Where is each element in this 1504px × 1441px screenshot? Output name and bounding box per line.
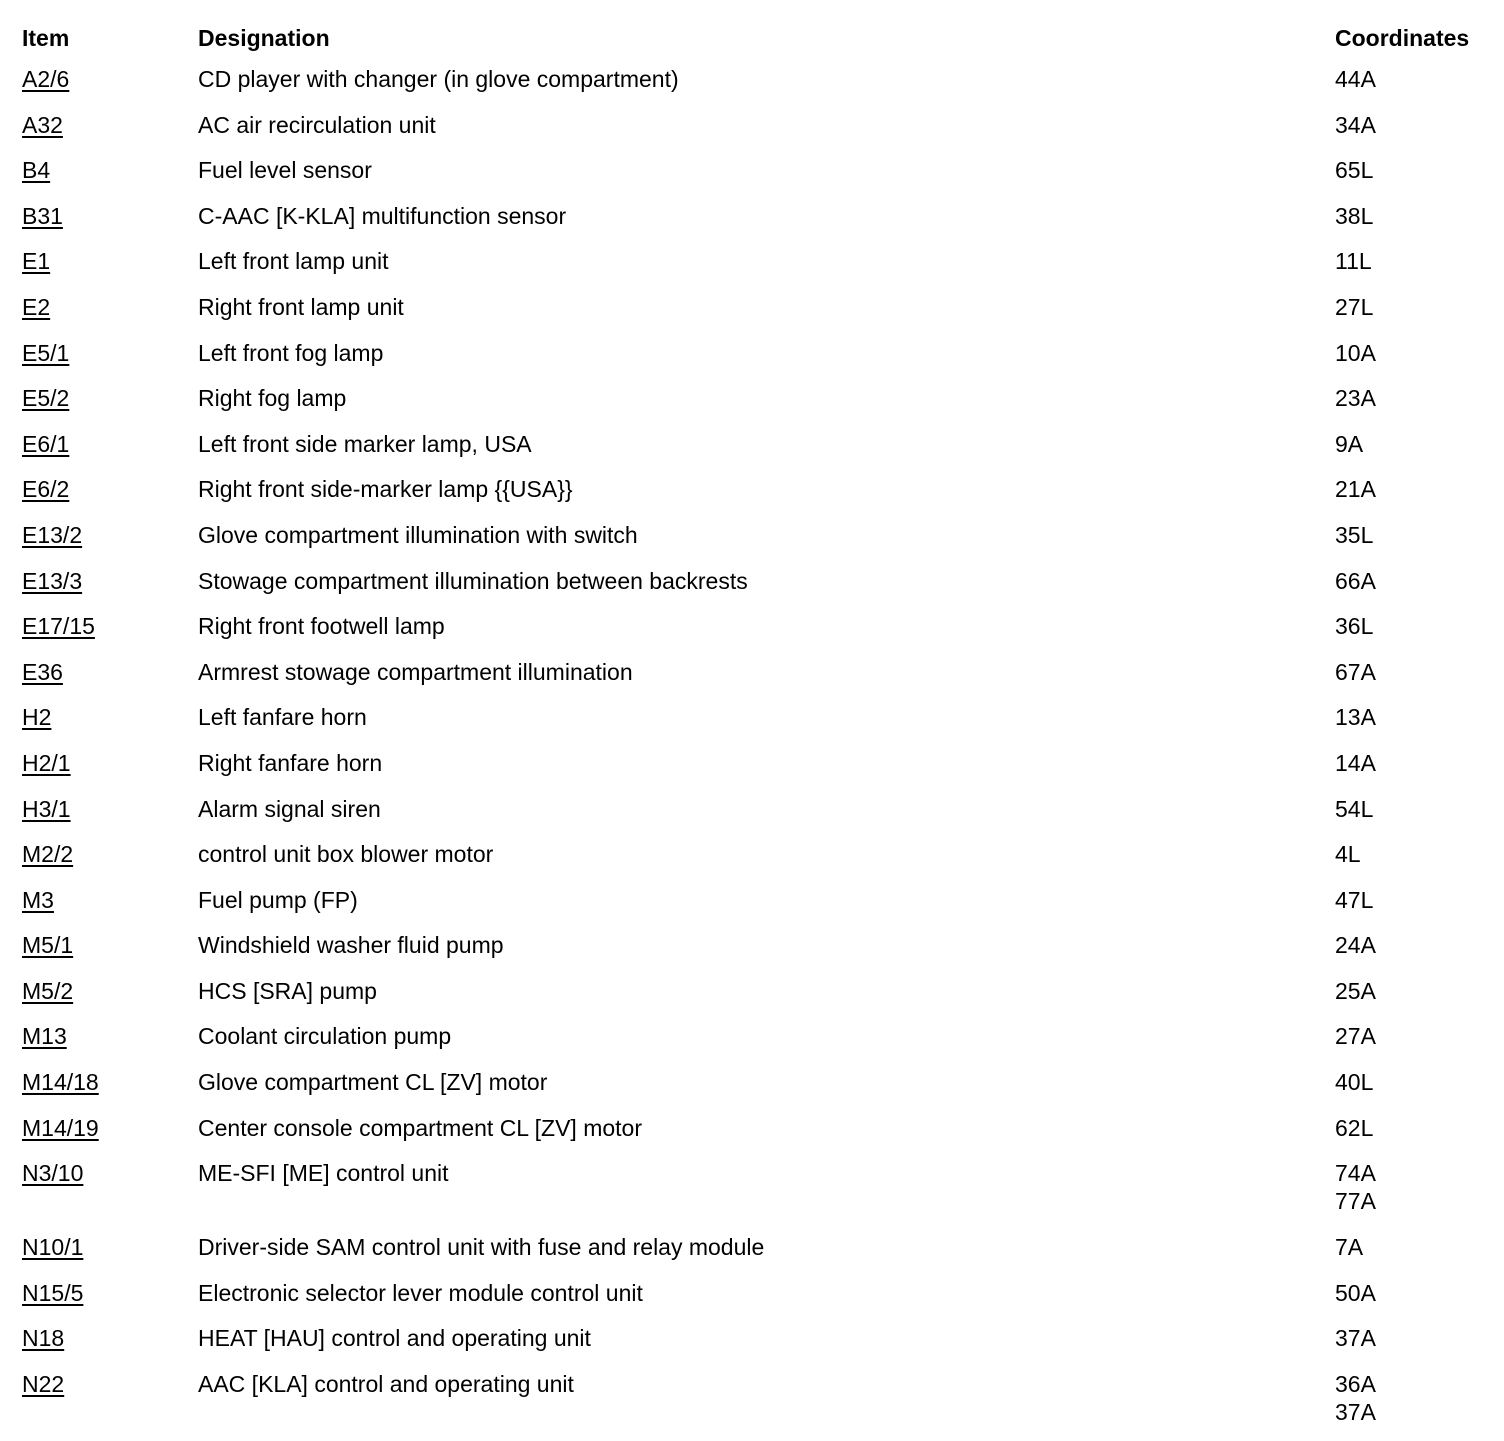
table-row — [22, 837, 1492, 883]
designation-cell: C-AAC [K-KLA] multifunction sensor — [198, 202, 567, 229]
item-cell — [22, 472, 198, 518]
table-row — [22, 1065, 1492, 1111]
coordinate-value: 23A — [1335, 385, 1376, 412]
table-row — [22, 1111, 1492, 1157]
table-row — [22, 974, 1492, 1020]
item-link[interactable]: N22 — [22, 1371, 65, 1398]
item-cell — [22, 655, 198, 701]
coordinate-value: 10A — [1335, 339, 1376, 366]
item-cell — [22, 746, 198, 792]
coordinates-cell — [1335, 336, 1492, 382]
item-cell — [22, 700, 198, 746]
item-cell — [22, 1276, 198, 1322]
coordinate-value: 47L — [1335, 886, 1374, 913]
item-link[interactable]: A32 — [22, 111, 63, 138]
item-link[interactable]: M5/1 — [22, 932, 74, 959]
coordinates-cell — [1335, 1321, 1492, 1367]
coordinate-value: 11L — [1335, 248, 1372, 275]
item-cell — [22, 837, 198, 883]
coordinate-value: 67A — [1335, 658, 1376, 685]
coordinates-cell — [1335, 564, 1492, 610]
item-link[interactable]: E36 — [22, 658, 63, 685]
coordinates-cell — [1335, 427, 1492, 473]
coordinates-cell — [1335, 974, 1492, 1020]
item-cell — [22, 792, 198, 838]
coordinate-value: 62L — [1335, 1114, 1374, 1141]
item-link[interactable]: E13/2 — [22, 521, 83, 548]
designation-cell: Fuel pump (FP) — [198, 886, 358, 913]
item-link[interactable]: A2/6 — [22, 66, 70, 92]
designation-cell: AC air recirculation unit — [198, 111, 436, 138]
designation-cell: Right front footwell lamp — [198, 613, 445, 640]
table-row — [22, 381, 1492, 427]
item-link[interactable]: N10/1 — [22, 1234, 84, 1261]
coordinate-value: 9A — [1335, 430, 1364, 457]
coordinate-value: 27L — [1335, 293, 1374, 320]
coordinates-cell — [1335, 1276, 1492, 1322]
designation-cell: Stowage compartment illumination between backrests — [198, 567, 748, 594]
coordinate-value: 65L — [1335, 157, 1374, 184]
item-link[interactable]: E13/3 — [22, 567, 83, 594]
item-link[interactable]: N15/5 — [22, 1279, 84, 1306]
table-row — [22, 427, 1492, 473]
table-row — [22, 153, 1492, 199]
designation-cell: Left fanfare horn — [198, 704, 367, 731]
coordinate-value: 36A — [1335, 1371, 1376, 1398]
item-cell — [22, 199, 198, 245]
coordinates-cell — [1335, 746, 1492, 792]
item-link[interactable]: M14/18 — [22, 1069, 99, 1096]
item-link[interactable]: E5/2 — [22, 385, 70, 412]
item-link[interactable]: B31 — [22, 202, 63, 229]
designation-cell: HCS [SRA] pump — [198, 977, 377, 1004]
coordinate-value: 54L — [1335, 795, 1374, 822]
header-row — [22, 22, 1492, 62]
coordinate-value: 4L — [1335, 841, 1361, 868]
header-item: Item — [22, 25, 70, 51]
designation-cell: Electronic selector lever module control unit — [198, 1279, 643, 1306]
table-row — [22, 655, 1492, 701]
coordinates-cell — [1335, 62, 1492, 108]
component-legend-table — [22, 22, 1492, 1441]
item-link[interactable]: E1 — [22, 248, 51, 275]
table-row — [22, 290, 1492, 336]
coordinates-cell — [1335, 518, 1492, 564]
table-row — [22, 336, 1492, 382]
table-row — [22, 746, 1492, 792]
coordinates-cell — [1335, 792, 1492, 838]
designation-cell: Right front side-marker lamp {{USA}} — [198, 476, 573, 503]
coordinate-value: 24A — [1335, 932, 1376, 959]
designation-cell: Driver-side SAM control unit with fuse and relay module — [198, 1234, 765, 1261]
coordinates-cell — [1335, 655, 1492, 701]
item-cell — [22, 1321, 198, 1367]
designation-cell: Right fog lamp — [198, 385, 347, 412]
item-cell — [22, 1065, 198, 1111]
designation-cell: Windshield washer fluid pump — [198, 932, 504, 959]
designation-cell: ME-SFI [ME] control unit — [198, 1160, 449, 1187]
designation-cell: Glove compartment illumination with switch — [198, 521, 638, 548]
table-row — [22, 883, 1492, 929]
item-cell — [22, 564, 198, 610]
item-link[interactable]: M5/2 — [22, 977, 74, 1004]
item-cell — [22, 427, 198, 473]
coordinates-cell — [1335, 290, 1492, 336]
table-row — [22, 1321, 1492, 1367]
table-row — [22, 609, 1492, 655]
designation-cell: Left front fog lamp — [198, 339, 384, 366]
coordinate-value: 14A — [1335, 749, 1376, 776]
designation-cell: Alarm signal siren — [198, 795, 381, 822]
item-link[interactable]: M2/2 — [22, 841, 74, 868]
coordinates-cell — [1335, 1230, 1492, 1276]
item-link[interactable]: N18 — [22, 1325, 65, 1352]
coordinate-value: 25A — [1335, 977, 1376, 1004]
item-link[interactable]: E6/1 — [22, 430, 70, 457]
coordinate-value: 13A — [1335, 704, 1376, 731]
item-link[interactable]: E17/15 — [22, 613, 95, 640]
coordinate-value: 66A — [1335, 567, 1376, 594]
designation-cell: control unit box blower motor — [198, 841, 494, 868]
table-row — [22, 244, 1492, 290]
table-row — [22, 108, 1492, 154]
coordinates-cell — [1335, 883, 1492, 929]
item-link[interactable]: H2/1 — [22, 749, 71, 776]
designation-cell: Left front lamp unit — [198, 248, 389, 275]
item-link[interactable]: H2 — [22, 704, 52, 731]
designation-cell: Coolant circulation pump — [198, 1023, 452, 1050]
coordinate-value: 74A — [1335, 1160, 1376, 1187]
item-link[interactable]: M3 — [22, 886, 54, 913]
coordinate-value: 44A — [1335, 66, 1376, 92]
item-cell — [22, 336, 198, 382]
item-cell — [22, 928, 198, 974]
item-link[interactable]: H3/1 — [22, 795, 71, 822]
coordinates-cell — [1335, 381, 1492, 427]
coordinates-cell — [1335, 153, 1492, 199]
coordinate-value: 7A — [1335, 1234, 1364, 1261]
coordinate-value: 36L — [1335, 613, 1374, 640]
table-header — [22, 22, 1492, 62]
table-row — [22, 1367, 1492, 1441]
item-link[interactable]: B4 — [22, 157, 51, 184]
header-coordinates: Coordinates — [1335, 25, 1470, 51]
coordinates-cell — [1335, 928, 1492, 974]
item-cell — [22, 290, 198, 336]
coordinates-cell — [1335, 700, 1492, 746]
item-cell — [22, 108, 198, 154]
designation-cell: Center console compartment CL [ZV] motor — [198, 1114, 642, 1141]
coordinates-cell — [1335, 472, 1492, 518]
designation-cell: Armrest stowage compartment illumination — [198, 658, 633, 685]
item-link[interactable]: E2 — [22, 293, 51, 320]
table-row — [22, 199, 1492, 245]
item-link[interactable]: M13 — [22, 1023, 67, 1050]
item-link[interactable]: E6/2 — [22, 476, 70, 503]
item-link[interactable]: M14/19 — [22, 1114, 99, 1141]
coordinates-cell — [1335, 1156, 1492, 1230]
item-cell — [22, 883, 198, 929]
table-row — [22, 1276, 1492, 1322]
coordinate-value: 77A — [1335, 1188, 1376, 1215]
item-link[interactable]: N3/10 — [22, 1160, 84, 1187]
coordinate-value: 38L — [1335, 202, 1374, 229]
table-row — [22, 564, 1492, 610]
table-row — [22, 928, 1492, 974]
coordinates-cell — [1335, 1019, 1492, 1065]
item-cell — [22, 1111, 198, 1157]
designation-cell: Glove compartment CL [ZV] motor — [198, 1069, 548, 1096]
item-cell — [22, 1367, 198, 1441]
coordinates-cell — [1335, 1367, 1492, 1441]
designation-cell: Right fanfare horn — [198, 749, 383, 776]
coordinates-cell — [1335, 199, 1492, 245]
designation-cell: HEAT [HAU] control and operating unit — [198, 1325, 591, 1352]
designation-cell: Right front lamp unit — [198, 293, 404, 320]
coordinate-value: 37A — [1335, 1325, 1376, 1352]
item-cell — [22, 153, 198, 199]
coordinates-cell — [1335, 1065, 1492, 1111]
item-cell — [22, 244, 198, 290]
designation-cell: AAC [KLA] control and operating unit — [198, 1371, 574, 1398]
item-link[interactable]: E5/1 — [22, 339, 70, 366]
item-cell — [22, 62, 198, 108]
coordinate-value: 40L — [1335, 1069, 1374, 1096]
item-cell — [22, 1230, 198, 1276]
table-row — [22, 1019, 1492, 1065]
coordinates-cell — [1335, 108, 1492, 154]
coordinate-value: 50A — [1335, 1279, 1376, 1306]
table-row — [22, 472, 1492, 518]
item-cell — [22, 518, 198, 564]
coordinates-cell — [1335, 609, 1492, 655]
table-row — [22, 792, 1492, 838]
table-row — [22, 1156, 1492, 1230]
item-cell — [22, 1019, 198, 1065]
table-body — [22, 62, 1492, 1441]
item-cell — [22, 609, 198, 655]
coordinate-value: 27A — [1335, 1023, 1376, 1050]
table-row — [22, 1230, 1492, 1276]
coordinate-value: 34A — [1335, 111, 1376, 138]
table-row — [22, 518, 1492, 564]
item-cell — [22, 381, 198, 427]
coordinate-value: 35L — [1335, 521, 1374, 548]
item-cell — [22, 1156, 198, 1230]
coordinate-value: 37A — [1335, 1399, 1376, 1426]
table-row — [22, 700, 1492, 746]
coordinate-value: 21A — [1335, 476, 1376, 503]
designation-cell: CD player with changer (in glove compartment) — [198, 66, 679, 92]
coordinates-cell — [1335, 244, 1492, 290]
item-cell — [22, 974, 198, 1020]
designation-cell: Left front side marker lamp, USA — [198, 430, 532, 457]
header-designation: Designation — [198, 25, 330, 51]
coordinates-cell — [1335, 837, 1492, 883]
designation-cell: Fuel level sensor — [198, 157, 372, 184]
coordinates-cell — [1335, 1111, 1492, 1157]
table-row — [22, 62, 1492, 108]
